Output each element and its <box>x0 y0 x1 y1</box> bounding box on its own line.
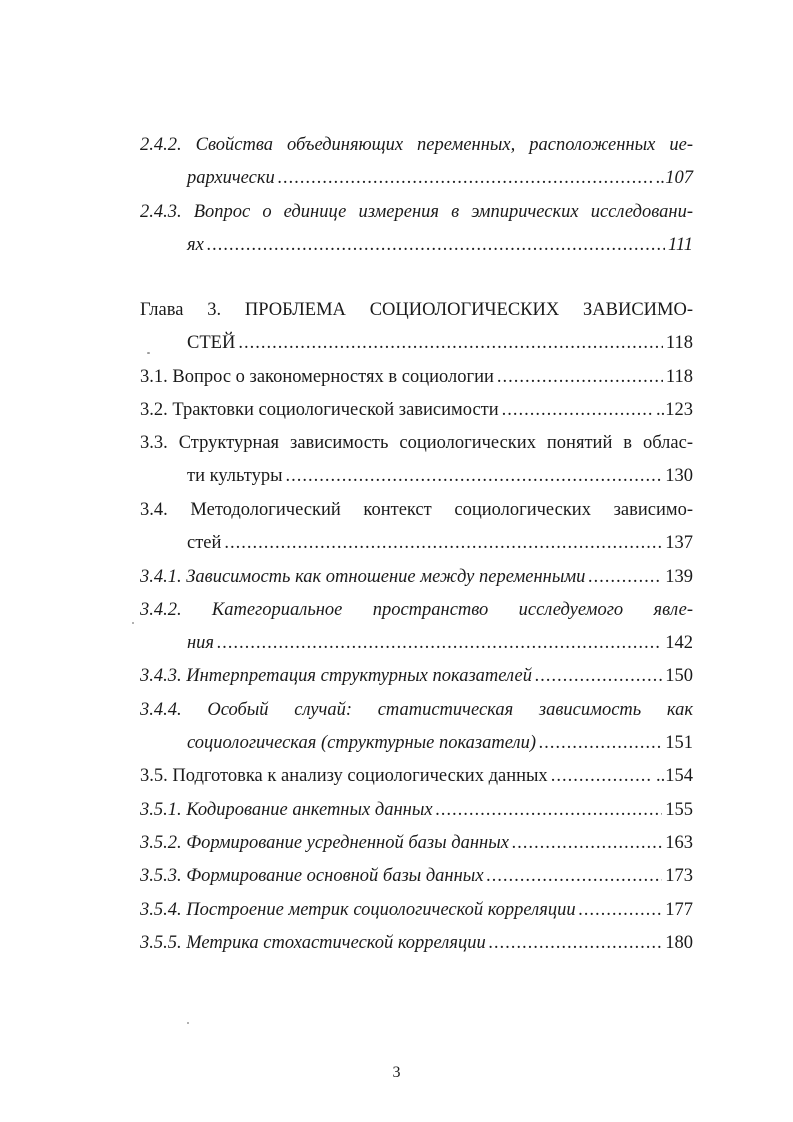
toc-page-number: 173 <box>665 866 693 886</box>
toc-entry-title-cont: ях <box>187 235 204 255</box>
toc-entry-title-cont: социологическая (структурные показатели) <box>187 733 536 753</box>
toc-page-number: ..154 <box>656 766 693 786</box>
toc-page-number: 142 <box>665 633 693 653</box>
toc-page-number: 118 <box>665 333 693 353</box>
toc-entry-title: 3.2. Трактовки социологической зависимости <box>140 400 499 420</box>
toc-entry-title-cont: рархически <box>187 168 275 188</box>
dot-leader <box>238 327 663 360</box>
toc-entry-title: 3.5.2. Формирование усредненной базы данных <box>140 833 509 853</box>
scan-speck <box>132 622 134 624</box>
toc-entry-chapter-3 <box>140 294 693 360</box>
toc-page-number: 150 <box>665 666 693 686</box>
toc-page-number: 139 <box>665 567 693 587</box>
dot-leader <box>224 527 662 560</box>
dot-leader <box>551 760 653 793</box>
toc-entry-title: 3.5.1. Кодирование анкетных данных <box>140 800 433 820</box>
toc-entry-3-3 <box>140 427 693 493</box>
dot-leader <box>207 229 665 262</box>
toc-entry-title: 3.5.5. Метрика стохастической корреляции <box>140 933 486 953</box>
toc-page-number: 130 <box>665 466 693 486</box>
toc-entry-3-2 <box>140 394 693 427</box>
toc-page-number: 118 <box>665 367 693 387</box>
page-number: 3 <box>392 1064 401 1081</box>
toc-entry-title: 2.4.3. Вопрос о единице измерения в эмпирических исследовани- <box>140 202 693 222</box>
toc-entry-2-4-3 <box>140 196 693 262</box>
toc-entry-title: 3.5.3. Формирование основной базы данных <box>140 866 484 886</box>
dot-leader <box>217 627 662 660</box>
toc-entry-title-cont: ти культуры <box>187 466 283 486</box>
toc-entry-title-cont: ния <box>187 633 215 653</box>
toc-page-number: 111 <box>667 235 693 255</box>
toc-entry-title-cont: СТЕЙ <box>187 333 236 353</box>
toc-entry-2-4-2 <box>140 129 693 195</box>
toc-page-number: ..123 <box>656 400 693 420</box>
toc-entry-3-5-4 <box>140 894 693 927</box>
toc-entry-3-4-3 <box>140 660 693 693</box>
toc-entry-3-4-1 <box>140 561 693 594</box>
toc-page-number: 163 <box>665 833 693 853</box>
dot-leader <box>487 860 663 893</box>
toc-page-number: 151 <box>665 733 693 753</box>
toc-entry-title: Глава 3. ПРОБЛЕМА СОЦИОЛОГИЧЕСКИХ ЗАВИСИМО- <box>140 300 693 320</box>
dot-leader <box>539 727 662 760</box>
toc-entry-3-5-3 <box>140 860 693 893</box>
toc-page-number: 177 <box>665 900 693 920</box>
toc-entry-3-4-2 <box>140 594 693 660</box>
toc-page-number: 137 <box>665 533 693 553</box>
dot-leader <box>278 162 653 195</box>
toc-entry-title-cont: стей <box>187 533 222 553</box>
toc-entry-title: 3.4.4. Особый случай: статистическая зависимость как <box>140 700 693 720</box>
toc-entry-3-5 <box>140 760 693 793</box>
dot-leader <box>502 394 653 427</box>
scan-speck <box>187 1022 189 1024</box>
dot-leader <box>286 460 663 493</box>
toc-entry-3-1 <box>140 361 693 394</box>
dot-leader <box>512 827 662 860</box>
toc-page-number: 155 <box>665 800 693 820</box>
toc-entry-title: 3.4. Методологический контекст социологических зависимо- <box>140 500 693 520</box>
dot-leader <box>579 894 663 927</box>
toc-entry-title: 3.1. Вопрос о закономерностях в социологии <box>140 367 494 387</box>
toc-entry-3-4 <box>140 494 693 560</box>
toc-entry-title: 3.5. Подготовка к анализу социологических данных <box>140 766 548 786</box>
toc-entry-title: 3.4.2. Категориальное пространство исследуемого явле- <box>140 600 693 620</box>
dot-leader <box>489 927 663 960</box>
toc-entry-title: 3.3. Структурная зависимость социологических понятий в облас- <box>140 433 693 453</box>
dot-leader <box>497 361 663 394</box>
toc-entry-title: 2.4.2. Свойства объединяющих переменных, расположенных ие- <box>140 135 693 155</box>
toc-page-number: ..107 <box>656 168 693 188</box>
dot-leader <box>535 660 662 693</box>
toc-entry-title: 3.5.4. Построение метрик социологической корреляции <box>140 900 576 920</box>
toc-entry-3-4-4 <box>140 694 693 760</box>
toc-entry-title: 3.4.3. Интерпретация структурных показателей <box>140 666 533 686</box>
dot-leader <box>436 794 663 827</box>
toc-entry-3-5-5 <box>140 927 693 960</box>
toc-entry-3-5-1 <box>140 794 693 827</box>
toc-entry-3-5-2 <box>140 827 693 860</box>
toc-entry-title: 3.4.1. Зависимость как отношение между переменными <box>140 567 586 587</box>
dot-leader <box>588 561 662 594</box>
toc-page-number: 180 <box>665 933 693 953</box>
scan-speck <box>147 352 150 354</box>
